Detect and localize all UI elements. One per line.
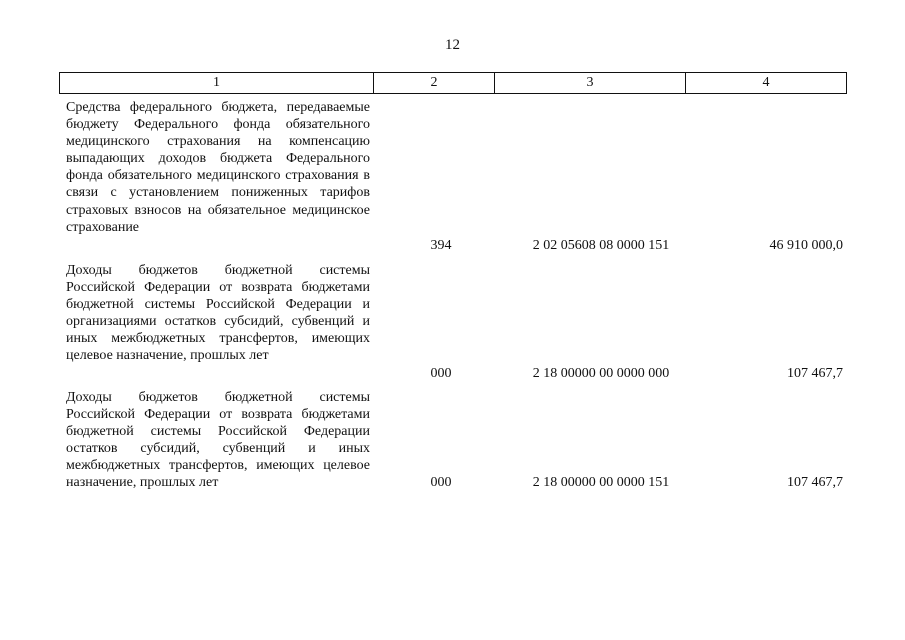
table-header bbox=[59, 72, 847, 94]
row-amount: 46 910 000,0 bbox=[769, 238, 843, 253]
header-col-4: 4 bbox=[762, 75, 770, 90]
table-row bbox=[66, 389, 846, 491]
row-budget-code: 2 02 05608 08 0000 151 bbox=[532, 238, 670, 253]
row-admin-code: 000 bbox=[430, 475, 452, 490]
row-amount: 107 467,7 bbox=[787, 475, 843, 490]
row-admin-code: 000 bbox=[430, 366, 452, 381]
row-admin-code: 394 bbox=[430, 238, 452, 253]
header-col-3: 3 bbox=[495, 73, 686, 93]
row-amount: 107 467,7 bbox=[787, 366, 843, 381]
row-budget-code: 2 18 00000 00 0000 151 bbox=[532, 475, 670, 490]
table-row bbox=[66, 262, 846, 382]
row-budget-code: 2 18 00000 00 0000 000 bbox=[532, 366, 670, 381]
row-description: Доходы бюджетов бюджетной системы Российской Федерации от возврата бюджетами бюджетной системы Российской Федерации остатков субсидий, субвенций и иных межбюджетных трансфертов, имеющих целевое назначение, прошлых лет bbox=[66, 390, 370, 491]
page-number: 12 bbox=[445, 37, 460, 53]
header-col-2: 2 bbox=[374, 73, 495, 93]
row-description: Средства федерального бюджета, передаваемые бюджету Федерального фонда обязательного медицинского страхования на компенсацию выпадающих доходов бюджета Федерального фонда обязательного медицинского страхования в связи с установлением пониженных тарифов страховых взносов на обязательное медицинское страхование bbox=[66, 100, 370, 235]
table-row bbox=[66, 99, 846, 254]
header-col-1: 1 bbox=[60, 73, 374, 93]
row-description: Доходы бюджетов бюджетной системы Российской Федерации от возврата бюджетами бюджетной системы Российской Федерации и организациями остатков субсидий, субвенций и иных межбюджетных трансфертов, имеющих целевое назначение, прошлых лет bbox=[66, 263, 370, 364]
